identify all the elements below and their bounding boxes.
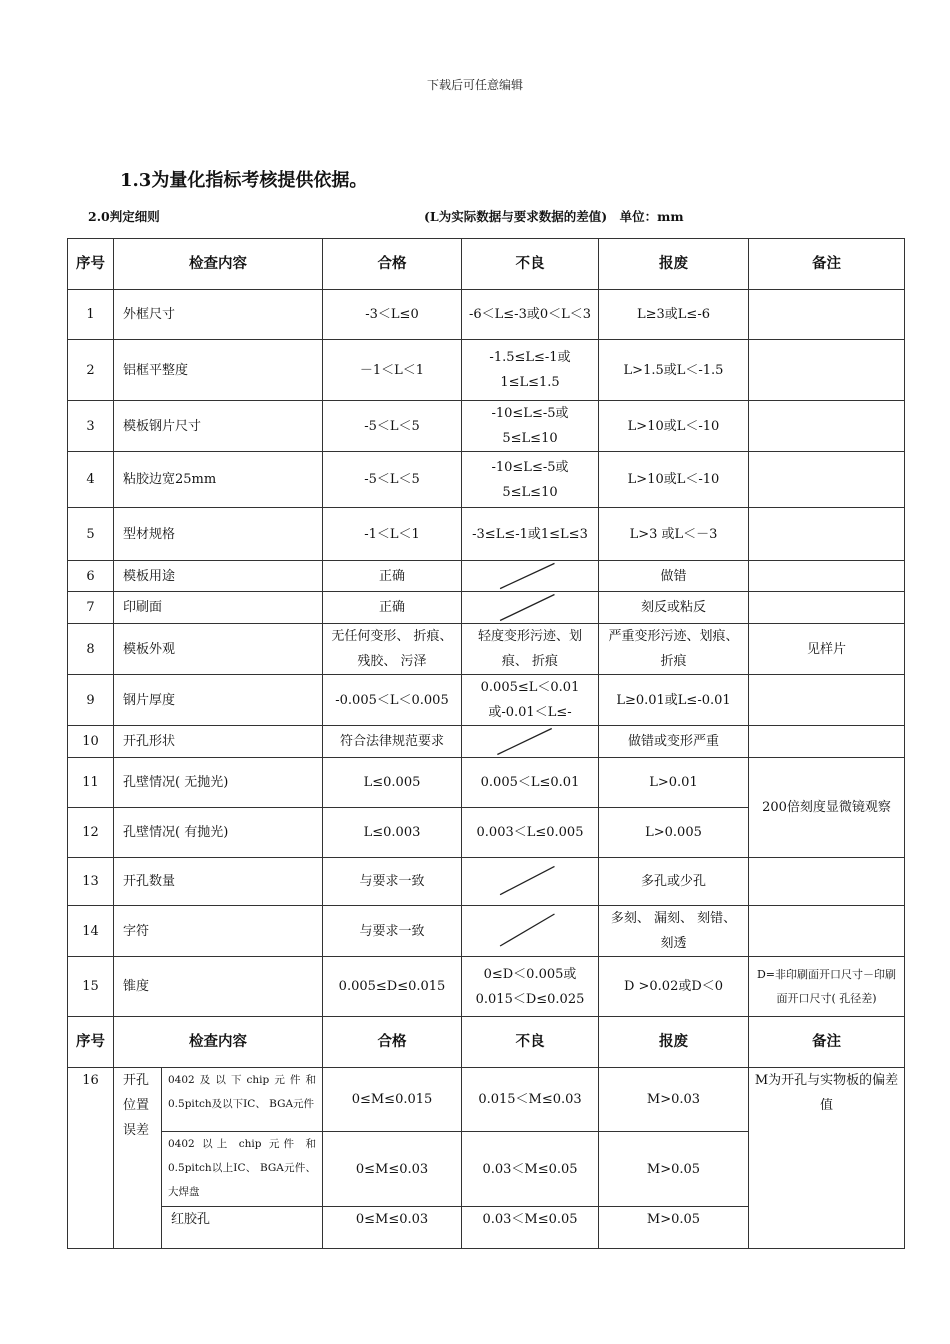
col-header-bad: 不良: [462, 239, 599, 290]
row-scrap: L>10或L＜-10: [599, 401, 749, 452]
section-title: 1.3为量化指标考核提供依据。: [120, 170, 368, 191]
row-remark: 200倍刻度显微镜观察: [749, 758, 905, 858]
row-item: 孔壁情况( 无抛光): [114, 758, 323, 808]
row-item: 开孔数量: [114, 858, 323, 906]
diagonal-slash-icon: [462, 906, 598, 956]
row-scrap: M>0.03: [599, 1068, 749, 1132]
row-pass: L≤0.005: [323, 758, 462, 808]
col-header-remark: 备注: [749, 1017, 905, 1068]
row-no: 14: [68, 906, 114, 957]
row-remark: [749, 906, 905, 957]
row-no: 10: [68, 726, 114, 758]
row-no: 15: [68, 957, 114, 1017]
row-remark: [749, 401, 905, 452]
row-pass: 0≤M≤0.03: [323, 1132, 462, 1207]
row-scrap: L≥0.01或L≤-0.01: [599, 675, 749, 726]
col-header-item: 检查内容: [114, 239, 323, 290]
row-no: 7: [68, 592, 114, 624]
row-bad: -6＜L≤-3或0＜L＜3: [462, 290, 599, 340]
row-remark: [749, 592, 905, 624]
table-row: [68, 340, 905, 401]
table-row: [68, 675, 905, 726]
table-row: [68, 726, 905, 758]
row-remark: [749, 340, 905, 401]
row-remark: [749, 508, 905, 561]
row-scrap: 做错或变形严重: [599, 726, 749, 758]
row-pass: －1＜L＜1: [323, 340, 462, 401]
row-remark: M为开孔与实物板的偏差值: [749, 1068, 905, 1249]
col-header-no: 序号: [68, 239, 114, 290]
col-header-scrap: 报废: [599, 239, 749, 290]
row-scrap: D >0.02或D＜0: [599, 957, 749, 1017]
row-subitem: 0402 以上 chip 元件 和 0.5pitch以上IC、 BGA元件、 大焊盘: [162, 1132, 323, 1207]
row-pass: 0≤M≤0.015: [323, 1068, 462, 1132]
row-item: 锥度: [114, 957, 323, 1017]
table-row: [68, 401, 905, 452]
table-row: [68, 906, 905, 957]
row-no: 13: [68, 858, 114, 906]
row-no: 4: [68, 452, 114, 508]
table-row: [68, 561, 905, 592]
col-header-no: 序号: [68, 1017, 114, 1068]
row-remark: D=非印刷面开口尺寸－印刷面开口尺寸( 孔径差): [749, 957, 905, 1017]
row-bad: 轻度变形污迹、划痕、 折痕: [462, 624, 599, 675]
row-scrap: L>3 或L＜－3: [599, 508, 749, 561]
table-row: [68, 957, 905, 1017]
row-item: 字符: [114, 906, 323, 957]
row-no: 12: [68, 808, 114, 858]
row-scrap: 刻反或粘反: [599, 592, 749, 624]
table-row: [68, 452, 905, 508]
row-pass: -0.005＜L＜0.005: [323, 675, 462, 726]
row-remark: 见样片: [749, 624, 905, 675]
row-item: 孔壁情况( 有抛光): [114, 808, 323, 858]
col-header-scrap: 报废: [599, 1017, 749, 1068]
col-header-remark: 备注: [749, 239, 905, 290]
row-bad: 0.03＜M≤0.05: [462, 1207, 599, 1249]
row-item: 开孔形状: [114, 726, 323, 758]
not-applicable-cell: [462, 858, 599, 906]
row-no: 2: [68, 340, 114, 401]
table-header-row: [68, 239, 905, 290]
col-header-pass: 合格: [323, 239, 462, 290]
table-row: [68, 1068, 905, 1132]
row-bad: -10≤L≤-5或5≤L≤10: [462, 452, 599, 508]
row-remark: [749, 675, 905, 726]
not-applicable-cell: [462, 726, 599, 758]
row-scrap: L≥3或L≤-6: [599, 290, 749, 340]
judgement-table: [67, 238, 905, 1249]
row-pass: L≤0.003: [323, 808, 462, 858]
row-pass: 正确: [323, 592, 462, 624]
col-header-bad: 不良: [462, 1017, 599, 1068]
row-scrap: M>0.05: [599, 1132, 749, 1207]
row-item: 开孔位置误差: [114, 1068, 162, 1249]
table-row: [68, 858, 905, 906]
row-item: 型材规格: [114, 508, 323, 561]
row-no: 9: [68, 675, 114, 726]
row-pass: 与要求一致: [323, 858, 462, 906]
row-remark: [749, 452, 905, 508]
row-bad: 0.005≤L＜0.01或-0.01＜L≤-: [462, 675, 599, 726]
row-no: 16: [68, 1068, 114, 1249]
not-applicable-cell: [462, 906, 599, 957]
col-header-pass: 合格: [323, 1017, 462, 1068]
row-no: 1: [68, 290, 114, 340]
row-scrap: M>0.05: [599, 1207, 749, 1249]
row-item: 模板外观: [114, 624, 323, 675]
diagonal-slash-icon: [462, 858, 598, 905]
row-bad: -3≤L≤-1或1≤L≤3: [462, 508, 599, 561]
row-subitem: 0402及以下chip元件和0.5pitch及以下IC、 BGA元件: [162, 1068, 323, 1132]
row-pass: -3＜L≤0: [323, 290, 462, 340]
row-subitem: 红胶孔: [162, 1207, 323, 1249]
row-pass: 0≤M≤0.03: [323, 1207, 462, 1249]
row-no: 6: [68, 561, 114, 592]
row-no: 8: [68, 624, 114, 675]
row-pass: -1＜L＜1: [323, 508, 462, 561]
row-bad: 0.003＜L≤0.005: [462, 808, 599, 858]
row-bad: -10≤L≤-5或5≤L≤10: [462, 401, 599, 452]
row-pass: 与要求一致: [323, 906, 462, 957]
table-row: [68, 592, 905, 624]
row-scrap: L>10或L＜-10: [599, 452, 749, 508]
col-header-item: 检查内容: [114, 1017, 323, 1068]
row-remark: [749, 561, 905, 592]
row-item: 外框尺寸: [114, 290, 323, 340]
row-scrap: L>1.5或L＜-1.5: [599, 340, 749, 401]
row-item: 印刷面: [114, 592, 323, 624]
row-pass: -5＜L＜5: [323, 401, 462, 452]
row-remark: [749, 290, 905, 340]
not-applicable-cell: [462, 561, 599, 592]
table-row: [68, 508, 905, 561]
row-bad: -1.5≤L≤-1或1≤L≤1.5: [462, 340, 599, 401]
table-row: [68, 290, 905, 340]
row-pass: 正确: [323, 561, 462, 592]
row-remark: [749, 858, 905, 906]
subsection-note: (L为实际数据与要求数据的差值) 单位：mm: [424, 209, 684, 224]
row-scrap: 多孔或少孔: [599, 858, 749, 906]
row-scrap: L>0.01: [599, 758, 749, 808]
row-pass: 符合法律规范要求: [323, 726, 462, 758]
row-item: 铝框平整度: [114, 340, 323, 401]
diagonal-slash-icon: [462, 561, 598, 591]
diagonal-slash-icon: [462, 592, 598, 623]
row-bad: 0.015＜M≤0.03: [462, 1068, 599, 1132]
row-no: 5: [68, 508, 114, 561]
row-scrap: 做错: [599, 561, 749, 592]
diagonal-slash-icon: [462, 726, 598, 757]
table-header-row-repeat: [68, 1017, 905, 1068]
subsection-title: 2.0判定细则: [88, 209, 160, 224]
row-bad: 0.005＜L≤0.01: [462, 758, 599, 808]
row-item: 模板用途: [114, 561, 323, 592]
row-scrap: L>0.005: [599, 808, 749, 858]
row-remark: [749, 726, 905, 758]
row-pass: -5＜L＜5: [323, 452, 462, 508]
row-bad: 0.03＜M≤0.05: [462, 1132, 599, 1207]
not-applicable-cell: [462, 592, 599, 624]
row-scrap: 多刻、 漏刻、 刻错、 刻透: [599, 906, 749, 957]
table-row: [68, 624, 905, 675]
row-no: 3: [68, 401, 114, 452]
row-item: 粘胶边宽25mm: [114, 452, 323, 508]
row-item: 模板钢片尺寸: [114, 401, 323, 452]
row-scrap: 严重变形污迹、划痕、 折痕: [599, 624, 749, 675]
row-pass: 0.005≤D≤0.015: [323, 957, 462, 1017]
row-no: 11: [68, 758, 114, 808]
page-header: 下载后可任意编辑: [426, 78, 523, 92]
row-item: 钢片厚度: [114, 675, 323, 726]
row-bad: 0≤D＜0.005或0.015＜D≤0.025: [462, 957, 599, 1017]
row-pass: 无任何变形、 折痕、 残胶、 污泽: [323, 624, 462, 675]
table-row: [68, 758, 905, 808]
